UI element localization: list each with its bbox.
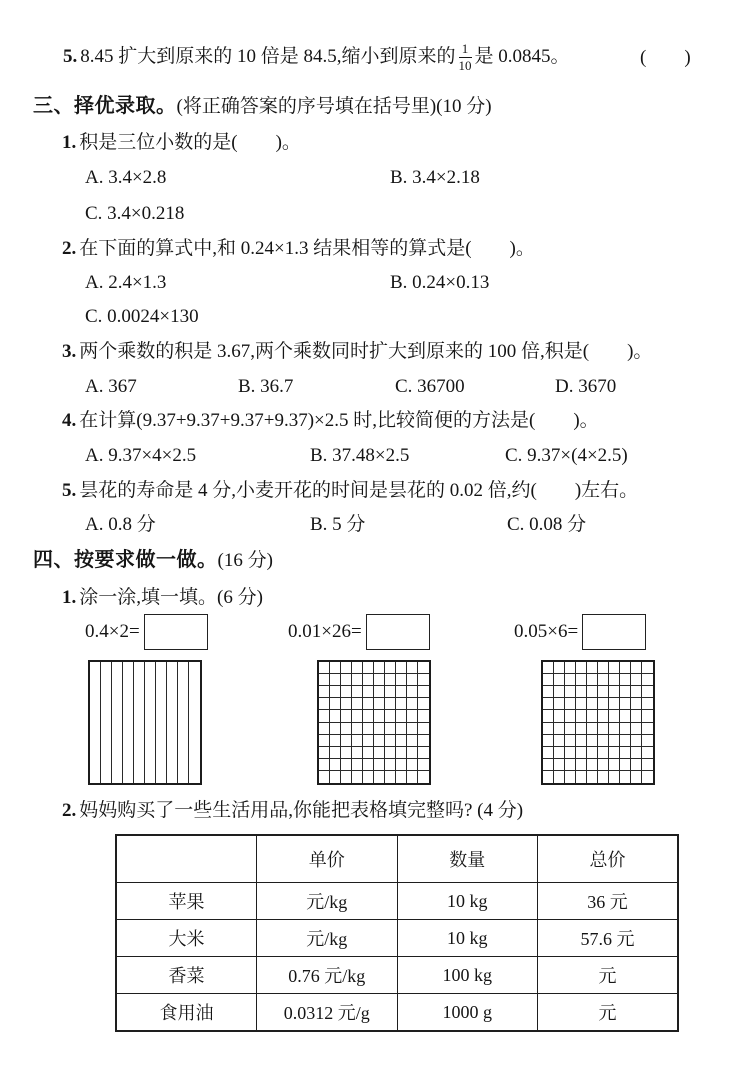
question-number: 2. — [62, 800, 77, 821]
grid-cell[interactable] — [554, 686, 565, 698]
header-quantity: 数量 — [397, 835, 538, 883]
grid-cell[interactable] — [156, 662, 167, 783]
grid-cell[interactable] — [319, 771, 330, 783]
grid-cell[interactable] — [396, 662, 407, 674]
grid-cell[interactable] — [418, 771, 429, 783]
question-2 — [62, 237, 535, 261]
table-row-cooking-oil — [116, 994, 678, 1032]
hundredths-grid-2[interactable] — [541, 660, 655, 785]
grid-cell[interactable] — [363, 710, 374, 722]
subquestion-2 — [62, 799, 523, 823]
grid-cell[interactable] — [352, 747, 363, 759]
grid-cell[interactable] — [642, 698, 653, 710]
cell-total-price-blank[interactable]: 元 — [538, 957, 679, 994]
grid-cell[interactable] — [418, 759, 429, 771]
q5-option-c[interactable]: C. 0.08 分 — [507, 514, 587, 535]
question-number: 5. — [62, 480, 77, 501]
answer-box[interactable] — [366, 614, 430, 650]
equation-3 — [514, 612, 646, 652]
grid-cell[interactable] — [598, 747, 609, 759]
table-row-cilantro — [116, 957, 678, 994]
question-number: 3. — [62, 341, 77, 362]
grid-cell[interactable] — [565, 735, 576, 747]
grid-cell[interactable] — [587, 698, 598, 710]
grid-cell[interactable] — [385, 759, 396, 771]
grid-cell[interactable] — [576, 723, 587, 735]
grid-cell[interactable] — [620, 674, 631, 686]
grid-cell[interactable] — [554, 759, 565, 771]
grid-cell[interactable] — [620, 735, 631, 747]
grid-cell[interactable] — [352, 710, 363, 722]
grid-cell[interactable] — [543, 723, 554, 735]
cell-quantity: 1000 g — [397, 994, 538, 1032]
grid-cell[interactable] — [396, 735, 407, 747]
section-heading-4 — [33, 548, 273, 573]
grid-cell[interactable] — [598, 698, 609, 710]
grid-cell[interactable] — [609, 698, 620, 710]
grid-cell[interactable] — [576, 662, 587, 674]
q5-option-b[interactable]: B. 5 分 — [310, 514, 366, 535]
grid-cell[interactable] — [319, 662, 330, 674]
grid-cell[interactable] — [123, 662, 134, 783]
grid-cell[interactable] — [319, 710, 330, 722]
grid-cell[interactable] — [598, 686, 609, 698]
question-4 — [62, 409, 599, 433]
equation-text: 0.05×6= — [514, 621, 579, 642]
grid-cell[interactable] — [134, 662, 145, 783]
grid-cell[interactable] — [352, 674, 363, 686]
q4-option-c[interactable]: C. 9.37×(4×2.5) — [505, 445, 628, 466]
judgement-item-5 — [63, 42, 570, 72]
grid-cell[interactable] — [609, 771, 620, 783]
grid-cell[interactable] — [598, 723, 609, 735]
table-row-apple — [116, 883, 678, 920]
grid-cell[interactable] — [609, 723, 620, 735]
grid-cell[interactable] — [352, 735, 363, 747]
header-total-price: 总价 — [538, 835, 679, 883]
grid-cell[interactable] — [396, 698, 407, 710]
grid-cell[interactable] — [319, 686, 330, 698]
grid-cell[interactable] — [319, 759, 330, 771]
grid-cell[interactable] — [565, 698, 576, 710]
question-3 — [62, 340, 652, 364]
q4-option-a[interactable]: A. 9.37×4×2.5 — [85, 445, 197, 466]
grid-cell[interactable] — [598, 674, 609, 686]
grid-cell[interactable] — [418, 710, 429, 722]
grid-cell[interactable] — [319, 698, 330, 710]
grid-cell[interactable] — [374, 674, 385, 686]
section-heading-3 — [33, 94, 492, 119]
grid-cell[interactable] — [407, 759, 418, 771]
item-text-after-fraction: 是 0.0845。 — [474, 46, 570, 68]
question-5 — [62, 479, 638, 503]
grid-cell[interactable] — [642, 710, 653, 722]
grid-cell[interactable] — [374, 747, 385, 759]
grid-cell[interactable] — [319, 747, 330, 759]
grid-cell[interactable] — [374, 662, 385, 674]
grid-cell[interactable] — [330, 747, 341, 759]
grid-cell[interactable] — [587, 771, 598, 783]
grid-cell[interactable] — [565, 662, 576, 674]
grid-cell[interactable] — [642, 686, 653, 698]
cell-total-price: 57.6 元 — [538, 920, 679, 957]
grid-cell[interactable] — [576, 747, 587, 759]
grid-cell[interactable] — [374, 771, 385, 783]
grid-cell[interactable] — [407, 771, 418, 783]
grid-cell[interactable] — [90, 662, 101, 783]
grid-cell[interactable] — [576, 686, 587, 698]
grid-cell[interactable] — [631, 698, 642, 710]
fraction-numerator: 1 — [459, 42, 472, 58]
grid-cell[interactable] — [341, 662, 352, 674]
header-item — [116, 835, 257, 883]
cell-item: 苹果 — [116, 883, 257, 920]
grid-cell[interactable] — [363, 759, 374, 771]
grid-cell[interactable] — [554, 747, 565, 759]
grid-cell[interactable] — [363, 771, 374, 783]
grid-cell[interactable] — [352, 723, 363, 735]
grid-cell[interactable] — [631, 735, 642, 747]
grid-cell[interactable] — [554, 771, 565, 783]
grid-cell[interactable] — [554, 698, 565, 710]
cell-unit-price: 0.0312 元/g — [257, 994, 398, 1032]
grid-cell[interactable] — [407, 674, 418, 686]
question-text: 昙花的寿命是 4 分,小麦开花的时间是昙花的 0.02 倍,约( )左右。 — [79, 480, 639, 501]
grid-cell[interactable] — [352, 662, 363, 674]
grid-cell[interactable] — [396, 686, 407, 698]
grid-cell[interactable] — [609, 747, 620, 759]
grid-cell[interactable] — [642, 747, 653, 759]
grid-cell[interactable] — [565, 771, 576, 783]
grid-cell[interactable] — [363, 723, 374, 735]
equation-1 — [85, 612, 208, 652]
grid-cell[interactable] — [330, 698, 341, 710]
grid-cell[interactable] — [609, 686, 620, 698]
grid-cell[interactable] — [396, 710, 407, 722]
grid-cell[interactable] — [642, 662, 653, 674]
grid-cell[interactable] — [609, 662, 620, 674]
question-text: 两个乘数的积是 3.67,两个乘数同时扩大到原来的 100 倍,积是( )。 — [79, 341, 653, 362]
grid-cell[interactable] — [587, 735, 598, 747]
grid-cell[interactable] — [407, 723, 418, 735]
grid-cell[interactable] — [374, 698, 385, 710]
grid-cell[interactable] — [543, 747, 554, 759]
grid-cell[interactable] — [374, 710, 385, 722]
grid-cell[interactable] — [178, 662, 189, 783]
grid-cell[interactable] — [620, 723, 631, 735]
question-text: 在计算(9.37+9.37+9.37+9.37)×2.5 时,比较简便的方法是( )。 — [79, 410, 599, 431]
question-number: 2. — [62, 238, 77, 259]
grid-cell[interactable] — [396, 747, 407, 759]
grid-cell[interactable] — [396, 759, 407, 771]
equation-text: 0.4×2= — [85, 621, 140, 642]
cell-quantity: 10 kg — [397, 883, 538, 920]
cell-item: 食用油 — [116, 994, 257, 1032]
answer-box[interactable] — [582, 614, 646, 650]
section-title: 四、按要求做一做。 — [33, 549, 218, 571]
question-text: 积是三位小数的是( )。 — [79, 132, 301, 153]
grid-cell[interactable] — [330, 771, 341, 783]
q1-option-a[interactable]: A. 3.4×2.8 — [85, 167, 167, 188]
q2-option-c[interactable]: C. 0.0024×130 — [85, 306, 199, 327]
grid-cell[interactable] — [330, 662, 341, 674]
q2-option-b[interactable]: B. 0.24×0.13 — [390, 272, 490, 293]
q5-option-a[interactable]: A. 0.8 分 — [85, 514, 156, 535]
fraction-one-tenth — [459, 42, 472, 72]
grid-cell[interactable] — [167, 662, 178, 783]
grid-cell[interactable] — [385, 735, 396, 747]
cell-quantity: 100 kg — [397, 957, 538, 994]
grid-cell[interactable] — [363, 686, 374, 698]
grid-cell[interactable] — [330, 759, 341, 771]
grid-cell[interactable] — [418, 662, 429, 674]
answer-bracket[interactable]: ( ) — [640, 47, 691, 68]
grid-cell[interactable] — [374, 735, 385, 747]
section-note: (将正确答案的序号填在括号里)(10 分) — [176, 96, 492, 117]
grid-cell[interactable] — [543, 662, 554, 674]
cell-quantity: 10 kg — [397, 920, 538, 957]
grid-cell[interactable] — [145, 662, 156, 783]
grid-cell[interactable] — [407, 735, 418, 747]
grid-cell[interactable] — [620, 759, 631, 771]
question-text: 涂一涂,填一填。(6 分) — [79, 587, 263, 608]
cell-item: 大米 — [116, 920, 257, 957]
q4-option-b[interactable]: B. 37.48×2.5 — [310, 445, 410, 466]
grid-cell[interactable] — [396, 674, 407, 686]
grid-cell[interactable] — [341, 686, 352, 698]
grid-cell[interactable] — [642, 759, 653, 771]
grid-cell[interactable] — [363, 747, 374, 759]
grid-cell[interactable] — [407, 686, 418, 698]
grid-cell[interactable] — [374, 759, 385, 771]
grid-cell[interactable] — [576, 735, 587, 747]
hundredths-grid-1[interactable] — [317, 660, 431, 785]
grid-cell[interactable] — [330, 710, 341, 722]
grid-cell[interactable] — [587, 723, 598, 735]
grid-cell[interactable] — [642, 723, 653, 735]
grid-cell[interactable] — [330, 674, 341, 686]
subquestion-1 — [62, 586, 263, 610]
cell-item: 香菜 — [116, 957, 257, 994]
grid-cell[interactable] — [543, 710, 554, 722]
grid-cell[interactable] — [352, 686, 363, 698]
grid-cell[interactable] — [418, 723, 429, 735]
question-text: 在下面的算式中,和 0.24×1.3 结果相等的算式是( )。 — [79, 238, 535, 259]
question-number: 1. — [62, 132, 77, 153]
grid-cell[interactable] — [407, 747, 418, 759]
grid-cell[interactable] — [363, 662, 374, 674]
grid-cell[interactable] — [554, 710, 565, 722]
grid-cell[interactable] — [319, 723, 330, 735]
grid-cell[interactable] — [385, 698, 396, 710]
grid-cell[interactable] — [565, 759, 576, 771]
header-unit-price: 单价 — [257, 835, 398, 883]
grid-cell[interactable] — [642, 674, 653, 686]
grid-cell[interactable] — [631, 747, 642, 759]
q2-option-a[interactable]: A. 2.4×1.3 — [85, 272, 167, 293]
grid-cell[interactable] — [554, 662, 565, 674]
grid-cell[interactable] — [341, 735, 352, 747]
grid-cell[interactable] — [385, 662, 396, 674]
grid-cell[interactable] — [587, 674, 598, 686]
grid-cell[interactable] — [352, 759, 363, 771]
grid-cell[interactable] — [565, 747, 576, 759]
item-number: 5. — [63, 46, 78, 68]
grid-cell[interactable] — [189, 662, 200, 783]
grid-cell[interactable] — [598, 771, 609, 783]
section-note: (16 分) — [217, 550, 273, 571]
q3-option-d[interactable]: D. 3670 — [555, 376, 617, 397]
grid-cell[interactable] — [112, 662, 123, 783]
grid-cell[interactable] — [620, 771, 631, 783]
grid-cell[interactable] — [576, 771, 587, 783]
grid-cell[interactable] — [374, 686, 385, 698]
grid-cell[interactable] — [341, 759, 352, 771]
grid-cell[interactable] — [565, 723, 576, 735]
grid-cell[interactable] — [341, 698, 352, 710]
grid-cell[interactable] — [543, 735, 554, 747]
question-1 — [62, 131, 301, 155]
grid-cell[interactable] — [341, 771, 352, 783]
tenths-grid[interactable] — [88, 660, 202, 785]
grid-cell[interactable] — [576, 674, 587, 686]
q3-option-b[interactable]: B. 36.7 — [238, 376, 294, 397]
answer-box[interactable] — [144, 614, 208, 650]
grid-cell[interactable] — [341, 747, 352, 759]
grid-cell[interactable] — [363, 698, 374, 710]
question-text: 妈妈购买了一些生活用品,你能把表格填完整吗? (4 分) — [79, 800, 524, 821]
grid-cell[interactable] — [330, 723, 341, 735]
grid-cell[interactable] — [407, 662, 418, 674]
price-table — [115, 834, 679, 1032]
grid-cell[interactable] — [341, 674, 352, 686]
grid-cell[interactable] — [418, 747, 429, 759]
q3-option-a[interactable]: A. 367 — [85, 376, 137, 397]
grid-cell[interactable] — [576, 759, 587, 771]
equation-2 — [288, 612, 430, 652]
cell-unit-price-blank[interactable]: 元/kg — [257, 920, 398, 957]
grid-cell[interactable] — [418, 735, 429, 747]
grid-cell[interactable] — [543, 674, 554, 686]
q1-option-b[interactable]: B. 3.4×2.18 — [390, 167, 480, 188]
grid-cell[interactable] — [407, 698, 418, 710]
grid-cell[interactable] — [341, 723, 352, 735]
cell-total-price: 36 元 — [538, 883, 679, 920]
grid-cell[interactable] — [576, 710, 587, 722]
grid-cell[interactable] — [587, 662, 598, 674]
q3-option-c[interactable]: C. 36700 — [395, 376, 465, 397]
grid-cell[interactable] — [330, 735, 341, 747]
grid-cell[interactable] — [631, 686, 642, 698]
grid-cell[interactable] — [609, 735, 620, 747]
grid-cell[interactable] — [565, 674, 576, 686]
grid-cell[interactable] — [565, 710, 576, 722]
grid-cell[interactable] — [620, 698, 631, 710]
grid-cell[interactable] — [598, 735, 609, 747]
equation-text: 0.01×26= — [288, 621, 362, 642]
grid-cell[interactable] — [631, 674, 642, 686]
grid-cell[interactable] — [554, 674, 565, 686]
grid-cell[interactable] — [319, 735, 330, 747]
grid-cell[interactable] — [543, 686, 554, 698]
table-header-row — [116, 835, 678, 883]
grid-cell[interactable] — [642, 735, 653, 747]
grid-cell[interactable] — [543, 771, 554, 783]
grid-cell[interactable] — [620, 710, 631, 722]
grid-cell[interactable] — [418, 674, 429, 686]
grid-cell[interactable] — [609, 759, 620, 771]
grid-cell[interactable] — [598, 759, 609, 771]
grid-cell[interactable] — [554, 735, 565, 747]
grid-cell[interactable] — [363, 735, 374, 747]
grid-cell[interactable] — [407, 710, 418, 722]
grid-cell[interactable] — [620, 662, 631, 674]
question-number: 1. — [62, 587, 77, 608]
grid-cell[interactable] — [543, 698, 554, 710]
grid-cell[interactable] — [609, 674, 620, 686]
grid-cell[interactable] — [631, 759, 642, 771]
grid-cell[interactable] — [385, 710, 396, 722]
grid-cell[interactable] — [418, 698, 429, 710]
q1-option-c[interactable]: C. 3.4×0.218 — [85, 203, 185, 224]
grid-cell[interactable] — [642, 771, 653, 783]
grid-cell[interactable] — [352, 771, 363, 783]
fraction-denominator: 10 — [458, 57, 472, 73]
grid-cell[interactable] — [374, 723, 385, 735]
grid-cell[interactable] — [543, 759, 554, 771]
grid-cell[interactable] — [587, 759, 598, 771]
grid-cell[interactable] — [319, 674, 330, 686]
table-row-rice — [116, 920, 678, 957]
section-title: 三、择优录取。 — [33, 95, 177, 117]
cell-total-price-blank[interactable]: 元 — [538, 994, 679, 1032]
grid-cell[interactable] — [620, 686, 631, 698]
grid-cell[interactable] — [352, 698, 363, 710]
grid-cell[interactable] — [631, 662, 642, 674]
grid-cell[interactable] — [631, 723, 642, 735]
grid-cell[interactable] — [396, 723, 407, 735]
grid-cell[interactable] — [576, 698, 587, 710]
grid-cell[interactable] — [385, 674, 396, 686]
grid-cell[interactable] — [598, 710, 609, 722]
grid-cell[interactable] — [587, 686, 598, 698]
question-number: 4. — [62, 410, 77, 431]
grid-cell[interactable] — [341, 710, 352, 722]
grid-cell[interactable] — [609, 710, 620, 722]
grid-cell[interactable] — [631, 771, 642, 783]
grid-cell[interactable] — [587, 710, 598, 722]
grid-cell[interactable] — [101, 662, 112, 783]
grid-cell[interactable] — [418, 686, 429, 698]
grid-cell[interactable] — [587, 747, 598, 759]
grid-cell[interactable] — [396, 771, 407, 783]
grid-cell[interactable] — [554, 723, 565, 735]
grid-cell[interactable] — [385, 723, 396, 735]
grid-cell[interactable] — [565, 686, 576, 698]
item-text-before-fraction: 8.45 扩大到原来的 10 倍是 84.5,缩小到原来的 — [80, 46, 456, 68]
grid-cell[interactable] — [385, 747, 396, 759]
cell-unit-price: 0.76 元/kg — [257, 957, 398, 994]
grid-cell[interactable] — [385, 686, 396, 698]
grid-cell[interactable] — [385, 771, 396, 783]
grid-cell[interactable] — [631, 710, 642, 722]
grid-cell[interactable] — [363, 674, 374, 686]
grid-cell[interactable] — [330, 686, 341, 698]
grid-cell[interactable] — [620, 747, 631, 759]
cell-unit-price-blank[interactable]: 元/kg — [257, 883, 398, 920]
grid-cell[interactable] — [598, 662, 609, 674]
